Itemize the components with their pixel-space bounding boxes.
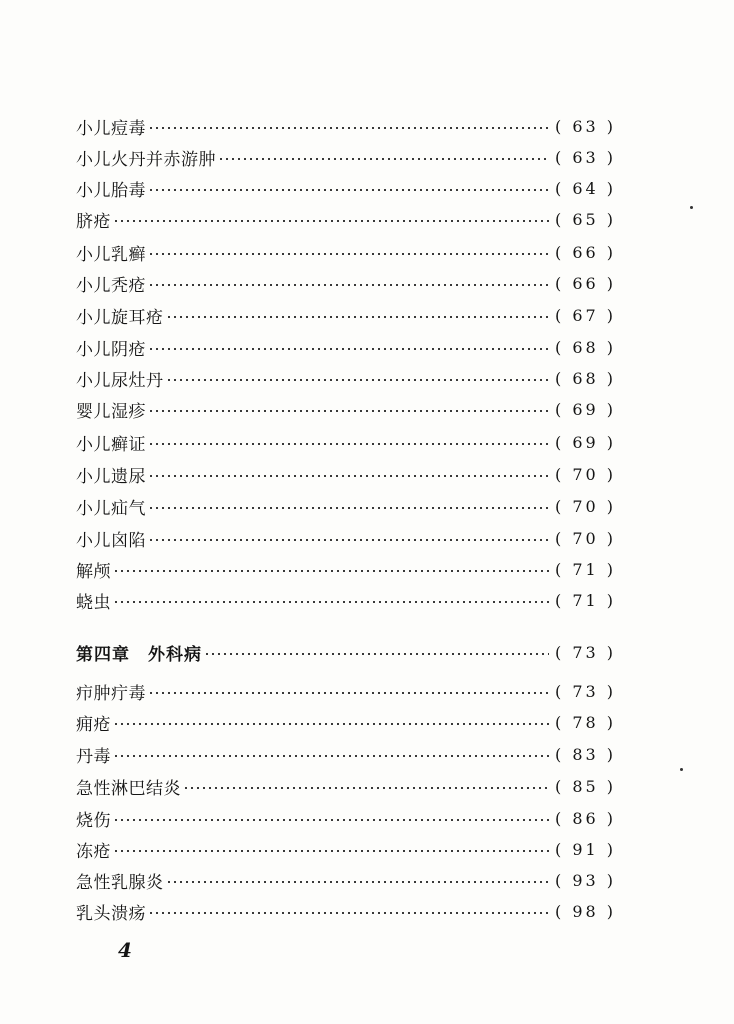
dot-leader	[113, 220, 549, 222]
toc-entry-title: 小儿乳癣	[76, 244, 146, 265]
toc-page-ref: ( 83 )	[554, 744, 616, 764]
toc-entry	[76, 492, 616, 520]
toc-entry	[76, 586, 616, 614]
toc-entry	[76, 708, 616, 736]
dot-leader	[148, 692, 549, 694]
toc-entry-title: 疖肿疔毒	[76, 683, 146, 704]
toc-entry	[76, 460, 616, 488]
dot-leader	[148, 475, 549, 477]
toc-page-ref: ( 71 )	[554, 559, 616, 579]
toc-page-ref: ( 66 )	[554, 273, 616, 293]
toc-entry	[76, 524, 616, 552]
toc-entry	[76, 804, 616, 832]
toc-entry-title: 小儿遗尿	[76, 466, 146, 487]
toc-entry	[76, 238, 616, 266]
toc-page-ref: ( 63 )	[554, 116, 616, 136]
toc-page-ref: ( 70 )	[554, 528, 616, 548]
toc-entry-title: 小儿火丹并赤游肿	[76, 149, 216, 170]
dot-leader	[113, 601, 549, 603]
toc-entry	[76, 269, 616, 297]
dot-leader	[113, 819, 549, 821]
toc-entry-title: 小儿囟陷	[76, 530, 146, 551]
toc-entry-title: 冻疮	[76, 841, 111, 862]
chapter-page-ref: ( 73 )	[554, 642, 616, 662]
toc-page-ref: ( 70 )	[554, 464, 616, 484]
scan-speck	[690, 206, 693, 209]
toc-entry-title: 丹毒	[76, 746, 111, 767]
dot-leader	[148, 253, 549, 255]
toc-entry-title: 小儿胎毒	[76, 180, 146, 201]
dot-leader	[148, 539, 549, 541]
toc-page-ref: ( 66 )	[554, 242, 616, 262]
dot-leader	[148, 507, 549, 509]
toc-page-ref: ( 73 )	[554, 681, 616, 701]
toc-entry	[76, 835, 616, 863]
toc-page-ref: ( 68 )	[554, 368, 616, 388]
toc-entry	[76, 428, 616, 456]
dot-leader	[148, 284, 549, 286]
toc-entry-title: 蛲虫	[76, 592, 111, 613]
toc-entry	[76, 555, 616, 583]
toc-entry-title: 急性淋巴结炎	[76, 778, 181, 799]
toc-entry	[76, 772, 616, 800]
toc-page-ref: ( 64 )	[554, 178, 616, 198]
dot-leader	[148, 127, 549, 129]
toc-page-ref: ( 65 )	[554, 209, 616, 229]
dot-leader	[166, 881, 549, 883]
toc-page-ref: ( 68 )	[554, 337, 616, 357]
toc-page-ref: ( 91 )	[554, 839, 616, 859]
toc-page-ref: ( 63 )	[554, 147, 616, 167]
dot-leader	[148, 189, 549, 191]
page-number: 4	[118, 938, 132, 962]
toc-entry	[76, 143, 616, 171]
toc-entry-title: 解颅	[76, 561, 111, 582]
toc-page-ref: ( 67 )	[554, 305, 616, 325]
toc-entry	[76, 364, 616, 392]
toc-entry	[76, 740, 616, 768]
toc-page-ref: ( 78 )	[554, 712, 616, 732]
toc-entry	[76, 677, 616, 705]
dot-leader	[113, 755, 549, 757]
toc-entry-title: 烧伤	[76, 810, 111, 831]
dot-leader	[148, 348, 549, 350]
toc-entry	[76, 395, 616, 423]
dot-leader	[113, 850, 549, 852]
dot-leader	[183, 787, 549, 789]
toc-page-ref: ( 93 )	[554, 870, 616, 890]
toc-page-ref: ( 85 )	[554, 776, 616, 796]
toc-page-ref: ( 71 )	[554, 590, 616, 610]
dot-leader	[113, 570, 549, 572]
toc-entry-title: 小儿癣证	[76, 434, 146, 455]
toc-entry	[76, 866, 616, 894]
chapter-heading	[76, 638, 616, 666]
toc-entry	[76, 333, 616, 361]
toc-entry	[76, 174, 616, 202]
toc-entry-title: 小儿旋耳疮	[76, 307, 164, 328]
toc-page-ref: ( 69 )	[554, 432, 616, 452]
dot-leader	[148, 912, 549, 914]
toc-entry	[76, 301, 616, 329]
dot-leader	[148, 410, 549, 412]
toc-entry-title: 小儿痘毒	[76, 118, 146, 139]
toc-entry-title: 小儿阴疮	[76, 339, 146, 360]
toc-entry-title: 脐疮	[76, 211, 111, 232]
toc-entry	[76, 897, 616, 925]
toc-entry-title: 婴儿湿疹	[76, 401, 146, 422]
toc-page-ref: ( 70 )	[554, 496, 616, 516]
dot-leader	[166, 316, 549, 318]
dot-leader	[204, 653, 549, 655]
toc-entry-title: 小儿秃疮	[76, 275, 146, 296]
toc-page-ref: ( 69 )	[554, 399, 616, 419]
toc-entry-title: 乳头溃疡	[76, 903, 146, 924]
dot-leader	[148, 443, 549, 445]
dot-leader	[113, 723, 549, 725]
toc-entry	[76, 205, 616, 233]
toc-entry	[76, 112, 616, 140]
toc-page-ref: ( 86 )	[554, 808, 616, 828]
chapter-title: 第四章 外科病	[76, 644, 202, 665]
dot-leader	[166, 379, 549, 381]
dot-leader	[218, 158, 549, 160]
scan-speck	[680, 768, 683, 771]
toc-entry-title: 小儿尿灶丹	[76, 370, 164, 391]
toc-entry-title: 急性乳腺炎	[76, 872, 164, 893]
toc-entry-title: 痈疮	[76, 714, 111, 735]
toc-entry-title: 小儿疝气	[76, 498, 146, 519]
toc-page-ref: ( 98 )	[554, 901, 616, 921]
